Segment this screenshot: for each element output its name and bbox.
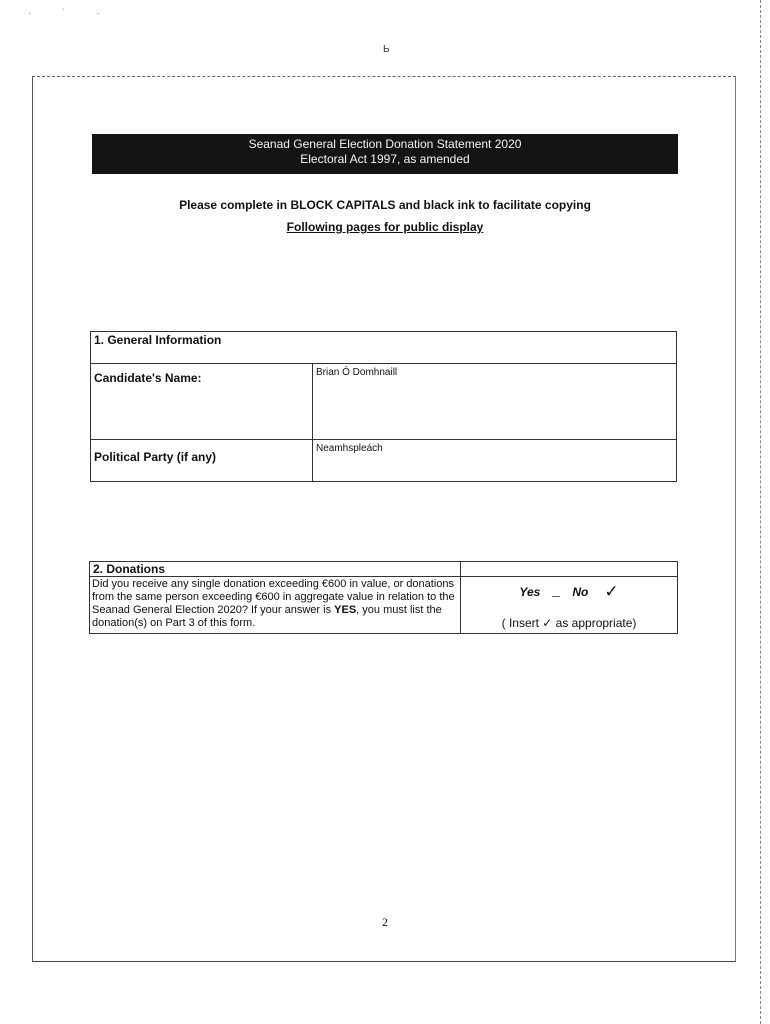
yes-checkbox[interactable]	[552, 587, 560, 597]
no-label: No	[572, 585, 589, 599]
insert-tick-hint: ( Insert ✓ as appropriate)	[501, 616, 637, 630]
scan-edge	[760, 0, 761, 1024]
donation-question	[90, 577, 461, 634]
scan-specks: · ˙ ·	[28, 8, 114, 19]
general-information-table	[90, 331, 677, 482]
yes-label: Yes	[519, 585, 541, 599]
question-text-start: Did you receive any single donation exceeding €600 in value, or donations from the same person exceeding €600 in aggregate value in relation to the Seanad General Election 2020? If your answer is	[92, 578, 455, 616]
form-title: Seanad General Election Donation Statement 2020	[248, 137, 522, 151]
instructions: Please complete in BLOCK CAPITALS and black ink to facilitate copying	[179, 198, 591, 212]
section2-title: 2. Donations	[90, 562, 461, 577]
form-subtitle: Electoral Act 1997, as amended	[300, 152, 470, 166]
question-text-end: , you must list the donation(s) on Part 3 of this form.	[92, 604, 442, 629]
page-mark: Ь	[383, 44, 390, 55]
candidate-name-label: Candidate's Name:	[91, 364, 313, 440]
political-party-label: Political Party (if any)	[91, 440, 313, 482]
form-title-banner	[92, 134, 678, 174]
section1-title: 1. General Information	[91, 332, 677, 364]
candidate-name-field[interactable]: Brian Ó Domhnaill	[313, 364, 677, 440]
donation-answer-cell	[461, 577, 678, 634]
question-yes-emphasis: YES	[334, 604, 357, 616]
donations-table	[89, 561, 678, 634]
yes-no-choice	[461, 582, 677, 602]
page-number: 2	[382, 915, 388, 929]
no-checkmark-icon[interactable]: ✓	[604, 582, 619, 601]
section2-header-blank	[461, 562, 678, 577]
political-party-field[interactable]: Neamhspleách	[313, 440, 677, 482]
public-display-notice: Following pages for public display	[286, 220, 484, 234]
